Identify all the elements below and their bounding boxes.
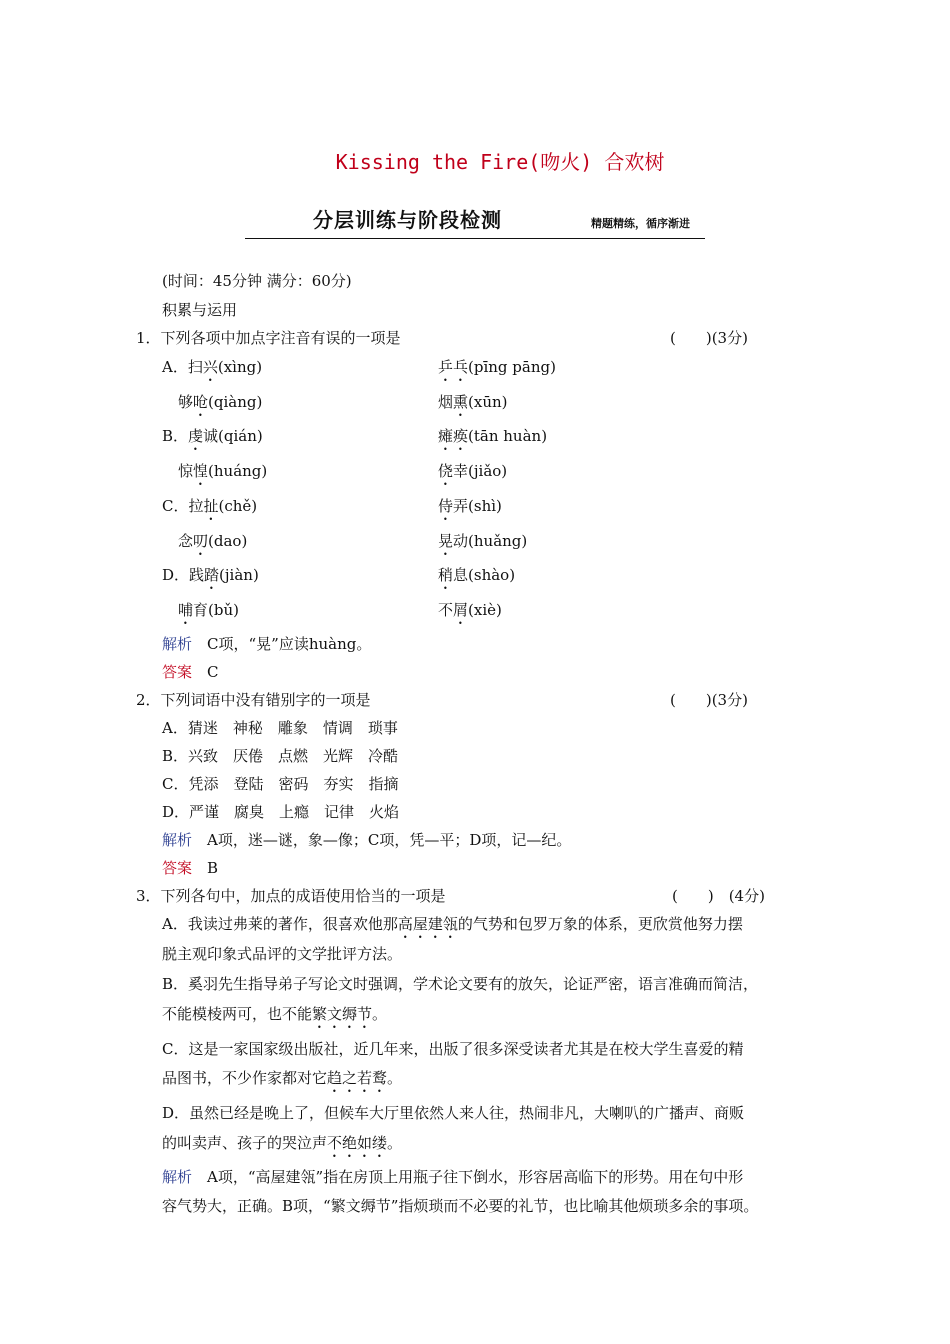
q1-option-a-4: 烟熏(xūn)	[438, 393, 508, 411]
q2-option-b: B．兴致 厌倦 点燃 光辉 冷酷	[162, 747, 399, 765]
q1-option-c-3: 念叨(dao)	[178, 532, 248, 550]
q3-stem: 3．下列各句中，加点的成语使用恰当的一项是	[136, 887, 446, 905]
q1-option-b-4: 侥幸(jiǎo)	[438, 462, 508, 480]
q1-answer: 答案 C	[162, 663, 219, 681]
q3-option-d-line2: 的叫卖声、孩子的哭泣声不绝如缕。	[162, 1134, 403, 1152]
q3-analysis-line2: 容气势大，正确。B项，“繁文缛节”指烦琐而不必要的礼节，也比喻其他烦琐多余的事项。	[162, 1197, 759, 1215]
q1-option-a-2: 乒乓(pīng pāng)	[438, 358, 556, 376]
q2-answer: 答案 B	[162, 859, 219, 877]
q3-option-b-line2: 不能模棱两可，也不能繁文缛节。	[162, 1005, 388, 1023]
q3-score: ( ) (4分)	[672, 887, 765, 905]
q1-option-c-2: 侍弄(shì)	[438, 497, 502, 515]
banner-divider	[245, 238, 705, 239]
document-title: Kissing the Fire(吻火) 合欢树	[335, 150, 665, 174]
q1-score: ( )(3分)	[670, 329, 748, 347]
q3-option-a-line2: 脱主观印象式品评的文学批评方法。	[162, 945, 403, 963]
q1-option-b-3: 惊惶(huáng)	[178, 462, 268, 480]
q1-option-a-3: 够呛(qiàng)	[178, 393, 263, 411]
q1-option-c-1: C．拉扯(chě)	[162, 497, 258, 515]
q2-score: ( )(3分)	[670, 691, 748, 709]
banner-subtitle: 精题精练，循序渐进	[591, 217, 690, 230]
q1-option-d-4: 不屑(xiè)	[438, 601, 502, 619]
q2-option-c: C．凭添 登陆 密码 夯实 指摘	[162, 775, 399, 793]
q2-option-a: A．猜迷 神秘 雕象 情调 琐事	[162, 719, 398, 737]
q1-option-b-2: 瘫痪(tān huàn)	[438, 427, 548, 445]
q2-stem: 2．下列词语中没有错别字的一项是	[136, 691, 371, 709]
q1-option-a-1: A．扫兴(xìng)	[162, 358, 263, 376]
q2-analysis: 解析 A项，迷—谜，象—像；C项，凭—平；D项，记—纪。	[162, 831, 572, 849]
q1-option-c-4: 晃动(huǎng)	[438, 532, 528, 550]
q3-option-c-line1: C．这是一家国家级出版社，近几年来，出版了很多深受读者尤其是在校大学生喜爱的精	[162, 1040, 744, 1058]
q1-option-d-1: D．践踏(jiàn)	[162, 566, 259, 584]
q2-option-d: D．严谨 腐臭 上瘾 记律 火焰	[162, 803, 400, 821]
q1-option-d-2: 稍息(shào)	[438, 566, 516, 584]
q3-option-b-line1: B．奚羽先生指导弟子写论文时强调，学术论文要有的放矢，论证严密，语言准确而简洁，	[162, 975, 759, 993]
q1-stem: 1．下列各项中加点字注音有误的一项是	[136, 329, 401, 347]
q3-option-d-line1: D．虽然已经是晚上了，但候车大厅里依然人来人往，热闹非凡，大喇叭的广播声、商贩	[162, 1104, 745, 1122]
q1-analysis: 解析 C项，“晃”应读huàng。	[162, 635, 372, 653]
q1-option-d-3: 哺育(bǔ)	[178, 601, 239, 619]
section-banner: 分层训练与阶段检测	[313, 208, 502, 232]
section-heading: 积累与运用	[162, 301, 238, 319]
test-meta: (时间：45分钟 满分：60分)	[162, 272, 352, 290]
q3-option-c-line2: 品图书，不少作家都对它趋之若鹜。	[162, 1069, 403, 1087]
q1-option-b-1: B．虔诚(qián)	[162, 427, 263, 445]
q3-option-a-line1: A．我读过弗莱的著作，很喜欢他那高屋建瓴的气势和包罗万象的体系，更欣赏他努力摆	[162, 915, 743, 933]
q3-analysis-line1: 解析 A项，“高屋建瓴”指在房顶上用瓶子往下倒水，形容居高临下的形势。用在句中形	[162, 1168, 744, 1186]
